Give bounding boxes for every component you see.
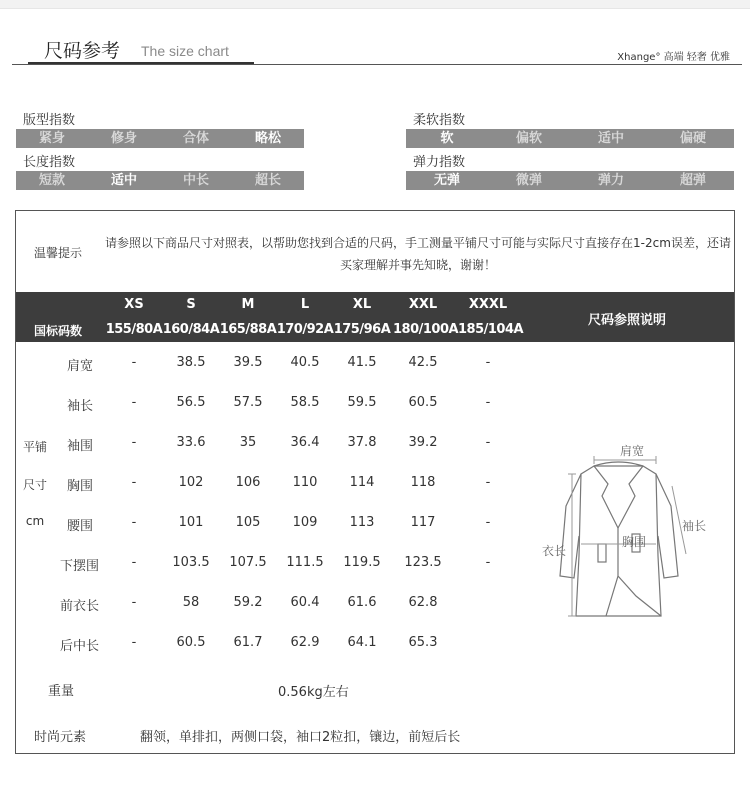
- size-header: XXXL: [468, 297, 508, 312]
- softness-option: 软: [440, 131, 454, 146]
- measurement-value: -: [485, 355, 491, 370]
- measurement-value: -: [131, 435, 137, 450]
- measurement-value: 111.5: [286, 555, 324, 570]
- measurement-value: 39.2: [408, 435, 438, 450]
- page-title: 尺码参考: [44, 40, 121, 62]
- measurement-label: 袖长: [67, 399, 94, 414]
- measurement-value: -: [131, 475, 137, 490]
- length-index-label: 长度指数: [23, 155, 76, 170]
- softness-option: 偏硬: [679, 131, 706, 146]
- title-divider: [12, 64, 742, 65]
- measurement-value: -: [131, 515, 137, 530]
- size-header: S: [186, 297, 196, 312]
- diagram-sleeve-label: 袖长: [682, 519, 707, 533]
- std-code-header: 175/96A: [333, 322, 391, 337]
- measurement-value: -: [485, 555, 491, 570]
- coat-left-pocket: [598, 544, 606, 562]
- elasticity-index-bar: [406, 171, 734, 190]
- softness-index-bar: [406, 129, 734, 148]
- coat-lapels: [594, 466, 643, 528]
- measurement-value: 59.2: [233, 595, 263, 610]
- measurement-label: 胸围: [67, 479, 94, 494]
- measurement-value: 39.5: [233, 355, 263, 370]
- length-option: 适中: [110, 173, 137, 188]
- measurement-label: 前衣长: [60, 599, 100, 614]
- measurement-value: -: [131, 555, 137, 570]
- std-code-header: 165/88A: [219, 322, 277, 337]
- diagram-chest-label: 胸围: [622, 535, 647, 549]
- std-code-header: 185/104A: [458, 322, 524, 337]
- measurement-label: 袖围: [67, 439, 94, 454]
- fit-index-bar: [16, 129, 304, 148]
- measurement-value: 58: [182, 595, 200, 610]
- measurement-value: 110: [292, 475, 318, 490]
- measurement-value: -: [131, 395, 137, 410]
- measurement-value: 109: [292, 515, 318, 530]
- measurement-value: 106: [235, 475, 261, 490]
- measurement-value: -: [131, 635, 137, 650]
- weight-label: 重量: [48, 684, 75, 699]
- flat-size-label: 尺寸: [22, 478, 47, 492]
- measurement-value: 103.5: [172, 555, 210, 570]
- measurement-value: 107.5: [229, 555, 267, 570]
- elasticity-option: 超弹: [679, 173, 706, 188]
- fit-index-label: 版型指数: [23, 113, 76, 128]
- style-label: 时尚元素: [34, 730, 87, 745]
- fit-option: 合体: [182, 131, 209, 146]
- measurement-value: 102: [178, 475, 204, 490]
- length-option: 短款: [38, 173, 65, 188]
- measurement-value: 118: [410, 475, 436, 490]
- measurement-label: 腰围: [67, 519, 94, 534]
- length-index-bar: [16, 171, 304, 190]
- measurement-value: 37.8: [347, 435, 377, 450]
- measurement-value: 62.8: [408, 595, 438, 610]
- measurement-value: 60.5: [408, 395, 438, 410]
- std-code-header: 180/100A: [393, 322, 459, 337]
- coat-right-sleeve: [656, 474, 678, 578]
- page-subtitle: The size chart: [141, 43, 229, 59]
- measurement-value: 62.9: [290, 635, 320, 650]
- elasticity-index-label: 弹力指数: [413, 155, 466, 170]
- measurement-value: 42.5: [408, 355, 438, 370]
- fit-option: 略松: [254, 131, 281, 146]
- measurement-value: 41.5: [347, 355, 377, 370]
- measurement-value: 61.6: [347, 595, 377, 610]
- measurement-value: 38.5: [176, 355, 206, 370]
- measurement-value: 61.7: [233, 635, 263, 650]
- size-guide-label: 尺码参照说明: [588, 313, 667, 328]
- brand-tagline: Xhange° 高端 轻奢 优雅: [617, 52, 730, 63]
- measurement-value: -: [485, 435, 491, 450]
- measurement-value: 114: [349, 475, 375, 490]
- measurement-value: 105: [235, 515, 261, 530]
- measurement-label: 肩宽: [67, 359, 94, 374]
- measurement-value: 57.5: [233, 395, 263, 410]
- tip-label: 温馨提示: [34, 246, 83, 260]
- length-option: 超长: [254, 173, 281, 188]
- softness-option: 偏软: [515, 131, 542, 146]
- measurement-value: 65.3: [408, 635, 438, 650]
- elasticity-option: 弹力: [597, 173, 624, 188]
- measurement-value: 60.4: [290, 595, 320, 610]
- fit-option: 修身: [110, 131, 137, 146]
- measurement-value: -: [485, 515, 491, 530]
- elasticity-option: 无弹: [433, 173, 460, 188]
- measurement-value: 117: [410, 515, 436, 530]
- measurement-value: 101: [178, 515, 204, 530]
- measurement-value: 58.5: [290, 395, 320, 410]
- tip-text: 请参照以下商品尺寸对照表，以帮助您找到合适的尺码，手工测量平铺尺寸可能与实际尺寸直接存在1-2cm误差，还请买家理解并事先知晓，谢谢！: [105, 236, 731, 272]
- measurement-label: 下摆围: [60, 559, 100, 574]
- weight-value: 0.56kg左右: [278, 685, 349, 700]
- measurement-value: 119.5: [343, 555, 381, 570]
- measurement-value: 60.5: [176, 635, 206, 650]
- size-header: XL: [352, 297, 372, 312]
- size-header: XS: [124, 297, 144, 312]
- diagram-shoulder-label: 肩宽: [620, 444, 645, 458]
- size-header: L: [300, 297, 310, 312]
- measurement-value: 33.6: [176, 435, 206, 450]
- std-code-header: 160/84A: [162, 322, 220, 337]
- fit-option: 紧身: [38, 131, 65, 146]
- softness-option: 适中: [597, 131, 624, 146]
- coat-left-sleeve: [560, 474, 581, 578]
- measurement-value: 123.5: [404, 555, 442, 570]
- flat-size-label: cm: [25, 514, 45, 528]
- top-band: [0, 0, 750, 9]
- measurement-value: -: [485, 395, 491, 410]
- measurement-value: 113: [349, 515, 375, 530]
- style-value: 翻领，单排扣，两侧口袋，袖口2粒扣，镶边，前短后长: [140, 730, 461, 745]
- size-header: XXL: [408, 297, 438, 312]
- measurement-value: -: [131, 595, 137, 610]
- measurement-value: -: [131, 355, 137, 370]
- length-option: 中长: [182, 173, 209, 188]
- measurement-value: -: [485, 475, 491, 490]
- elasticity-option: 微弹: [515, 173, 542, 188]
- measurement-label: 后中长: [60, 639, 100, 654]
- coat-collar: [594, 462, 643, 466]
- flat-size-label: 平铺: [22, 440, 47, 454]
- std-size-label: 国标码数: [34, 324, 83, 338]
- size-header: M: [241, 297, 255, 312]
- std-code-header: 155/80A: [105, 322, 163, 337]
- measurement-value: 36.4: [290, 435, 320, 450]
- diagram-length-label: 衣长: [542, 544, 567, 558]
- softness-index-label: 柔软指数: [413, 113, 466, 128]
- measurement-value: 40.5: [290, 355, 320, 370]
- measurement-value: 59.5: [347, 395, 377, 410]
- std-code-header: 170/92A: [276, 322, 334, 337]
- measurement-value: 35: [239, 435, 257, 450]
- measurement-value: 56.5: [176, 395, 206, 410]
- measurement-value: 64.1: [347, 635, 377, 650]
